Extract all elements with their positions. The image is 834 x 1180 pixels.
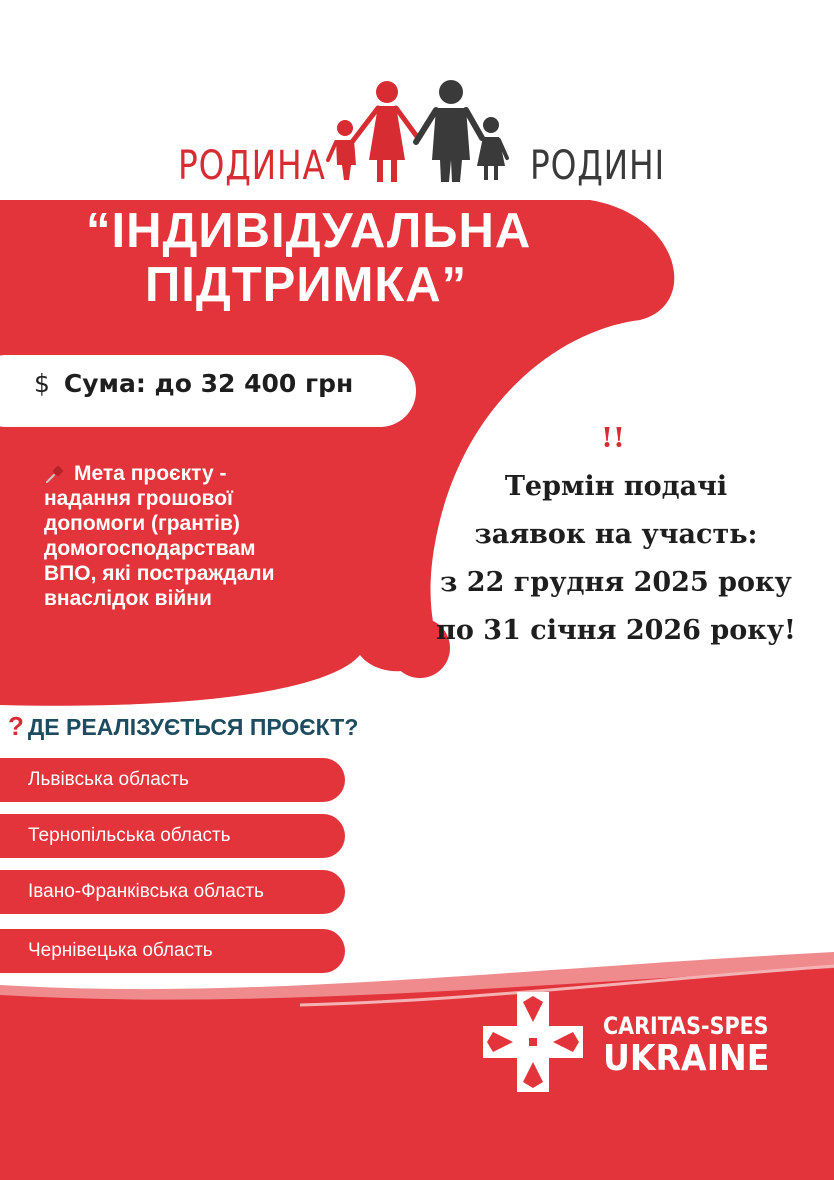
where-heading [8, 711, 358, 742]
amount-text [34, 369, 353, 398]
goal-line: Мета проєкту - [74, 462, 227, 485]
region-item: Івано-Франківська область [0, 870, 345, 914]
deadline-text [404, 415, 828, 655]
caritas-country: UKRAINE [603, 1038, 770, 1079]
goal-line: ВПО, які постраждали [44, 562, 275, 585]
deadline-line: Термін подачі [504, 471, 728, 502]
deadline-line: по 31 січня 2026 року! [436, 615, 796, 646]
logo-word-left: РОДИНА [178, 143, 326, 189]
deadline-line: заявок на участь: [474, 519, 758, 550]
goal-line: допомоги (грантів) [44, 512, 240, 535]
region-item: Львівська область [0, 758, 345, 802]
amount-label: Сума: до 32 400 грн [63, 369, 354, 398]
title-line-1: “ІНДИВІДУАЛЬНА [86, 204, 532, 258]
deadline-line: з 22 грудня 2025 року [440, 567, 792, 598]
title-line-2: ПІДТРИМКА” [145, 258, 468, 312]
logo-word-right: РОДИНІ [530, 143, 666, 189]
region-item: Чернівецька область [0, 929, 345, 973]
dollar-icon: $ [34, 369, 50, 398]
goal-line: надання грошової [44, 487, 233, 510]
where-heading-text: ДЕ РЕАЛІЗУЄТЬСЯ ПРОЄКТ? [27, 714, 359, 740]
goal-line: внаслідок війни [44, 587, 212, 610]
goal-text [44, 461, 374, 611]
double-exclamation-icon: !! [601, 423, 625, 454]
deadline-line-1 [404, 415, 828, 511]
question-mark-icon: ? [8, 711, 24, 741]
goal-line: домогосподарствам [44, 537, 256, 560]
caritas-name: CARITAS-SPES [603, 1012, 769, 1040]
family-figures-icon [328, 80, 507, 182]
region-item: Тернопільська область [0, 814, 345, 858]
